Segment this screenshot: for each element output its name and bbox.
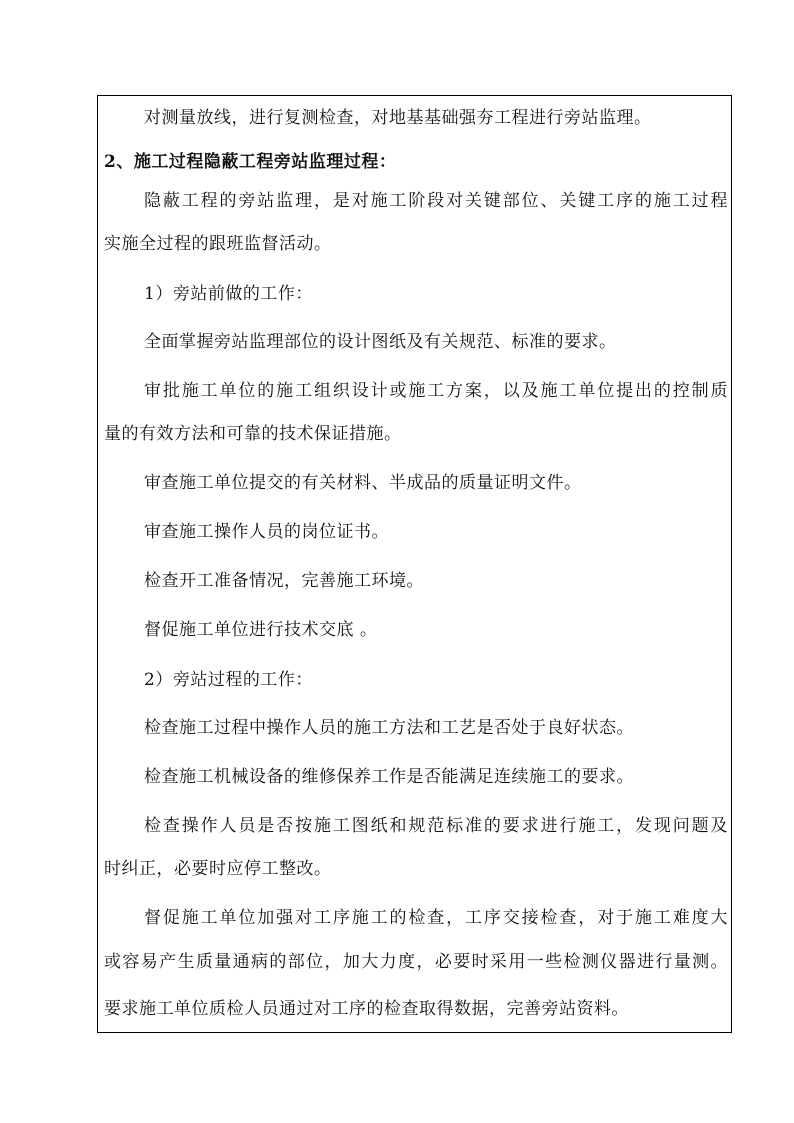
- paragraph-line: 要求施工单位质检人员通过对工序的检查取得数据，完善旁站资料。: [104, 999, 629, 1019]
- paragraph-line: 督促施工单位进行技术交底 。: [144, 620, 378, 640]
- paragraph-line: 检查施工机械设备的维修保养工作是否能满足连续施工的要求。: [144, 767, 634, 787]
- paragraph-line: 检查施工过程中操作人员的施工方法和工艺是否处于良好状态。: [144, 718, 634, 738]
- paragraph-line: 隐蔽工程的旁站监理，是对施工阶段对关键部位、关键工序的施工过程: [144, 191, 728, 211]
- paragraph-line: 检查开工准备情况，完善施工环境。: [144, 571, 424, 591]
- section-heading: 2、施工过程隐蔽工程旁站监理过程：: [104, 152, 397, 172]
- paragraph-line: 审查施工单位提交的有关材料、半成品的质量证明文件。: [144, 473, 582, 493]
- paragraph-line: 检查操作人员是否按施工图纸和规范标准的要求进行施工，发现问题及: [144, 816, 728, 836]
- paragraph-line: 审查施工操作人员的岗位证书。: [144, 522, 389, 542]
- paragraph-line: 督促施工单位加强对工序施工的检查，工序交接检查，对于施工难度大: [144, 908, 728, 928]
- paragraph-line: 时纠正，必要时应停工整改。: [104, 859, 332, 879]
- paragraph-line: 或容易产生质量通病的部位，加大力度，必要时采用一些检测仪器进行量测。: [104, 952, 728, 972]
- paragraph-line: 全面掌握旁站监理部位的设计图纸及有关规范、标准的要求。: [144, 332, 617, 352]
- paragraph-line: 实施全过程的跟班监督活动。: [104, 234, 332, 254]
- subsection-heading: 1）旁站前做的工作：: [144, 284, 313, 304]
- paragraph-line: 对测量放线，进行复测检查，对地基基础强夯工程进行旁站监理。: [144, 108, 652, 128]
- subsection-heading: 2）旁站过程的工作：: [144, 670, 313, 690]
- paragraph-line: 量的有效方法和可靠的技术保证措施。: [104, 424, 402, 444]
- paragraph-line: 审批施工单位的施工组织设计或施工方案，以及施工单位提出的控制质: [144, 381, 728, 401]
